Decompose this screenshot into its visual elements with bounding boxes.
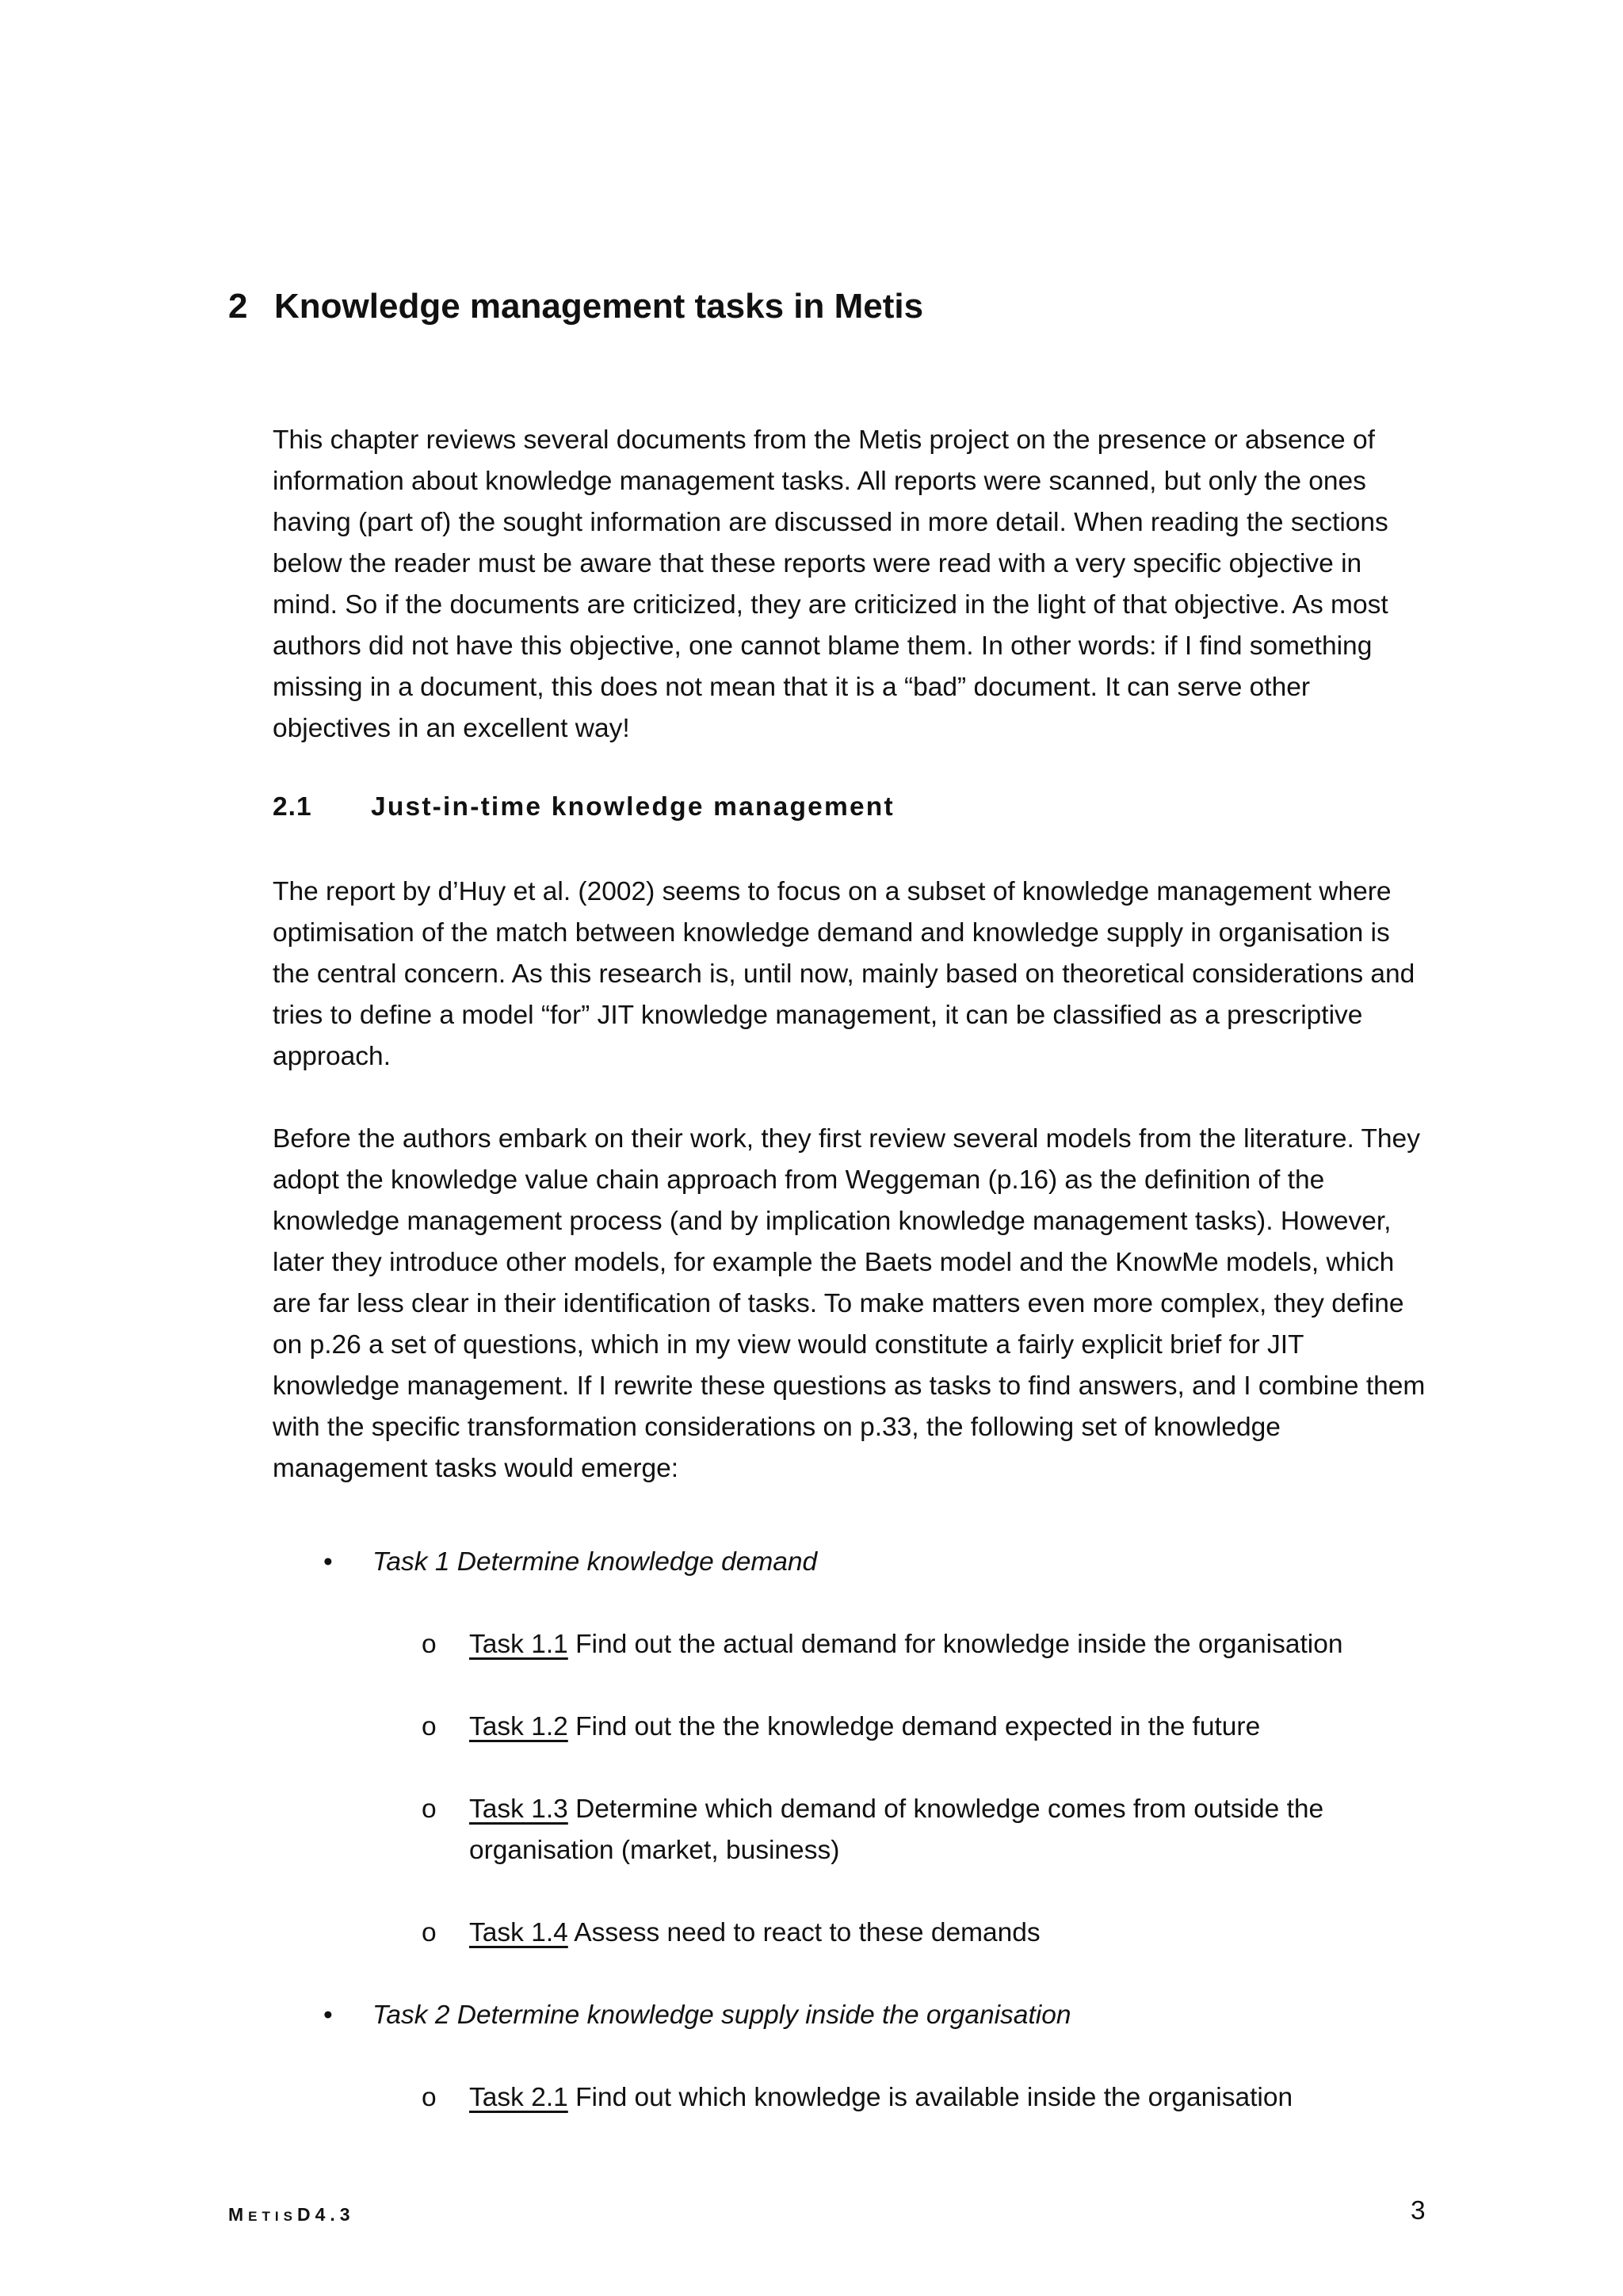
subtask-label: Task 1.1 <box>469 1630 568 1659</box>
subtask-label: Task 1.2 <box>469 1712 568 1741</box>
subtask-text: Determine which demand of knowledge comes from outside the organisation (market, business) <box>469 1794 1324 1865</box>
subtask-text: Assess need to react to these demands <box>567 1918 1041 1947</box>
task-title: Task 1 Determine knowledge demand <box>372 1547 818 1577</box>
chapter-title: Knowledge management tasks in Metis <box>274 287 924 326</box>
subtask-text: Find out the the knowledge demand expected in the future <box>567 1712 1261 1741</box>
intro-paragraph: This chapter reviews several documents from the Metis project on the presence or absence of information about knowledge management tasks. All reports were scanned, but only the ones having (part of) the sought information are discussed in more detail. When reading the sections below the reader must be aware that these reports were read with a very specific objective in mind. So if the documents are criticized, they are criticized in the light of that objective. As most authors did not have this objective, one cannot blame them. In other words: if I find something missing in a document, this does not mean that it is a “bad” document. It can serve other objectives in an excellent way! <box>273 425 1388 743</box>
sub-bullet-marker: o <box>422 1794 437 1824</box>
task-list-item <box>323 1542 817 1583</box>
sub-bullet-marker: o <box>422 1918 437 1947</box>
subtask-item <box>422 2077 1388 2119</box>
subtask-text: Find out which knowledge is available inside the organisation <box>567 2083 1293 2112</box>
subtask-label: Task 2.1 <box>469 2083 568 2112</box>
sub-bullet-marker: o <box>422 1712 437 1741</box>
subtask-item <box>422 1624 1388 1665</box>
sub-bullet-marker: o <box>422 2083 437 2112</box>
subtask-label: Task 1.4 <box>469 1918 568 1947</box>
chapter-number: 2 <box>228 287 248 326</box>
footer-doc-id <box>228 2204 355 2225</box>
section-number: 2.1 <box>273 792 312 822</box>
subtask-label: Task 1.3 <box>469 1794 568 1824</box>
task-list-item <box>323 1995 1071 2036</box>
subtask-item <box>422 1707 1388 1748</box>
footer-doc-m: M <box>228 2204 249 2225</box>
subtask-item <box>422 1789 1388 1871</box>
section-paragraph-2: Before the authors embark on their work, they first review several models from the literature. They adopt the knowledge value chain approach from Weggeman (p.16) as the definition of the knowledge management process (and by implication knowledge management tasks). However, later they introduce other models, for example the Baets model and the KnowMe models, which are far less clear in their identification of tasks. To make matters even more complex, they define on p.26 a set of questions, which in my view would constitute a fairly explicit brief for JIT knowledge management. If I rewrite these questions as tasks to find answers, and I combine them with the specific transformation considerations on p.33, the following set of knowledge management tasks would emerge: <box>273 1124 1426 1483</box>
sub-bullet-marker: o <box>422 1630 437 1659</box>
subtask-item <box>422 1913 1388 1954</box>
section-heading <box>273 792 895 822</box>
page-number: 3 <box>1411 2196 1426 2225</box>
task-title: Task 2 Determine knowledge supply inside the organisation <box>372 2000 1071 2030</box>
footer-doc-etis: ETIS <box>248 2209 297 2224</box>
bullet-marker: • <box>323 1547 333 1577</box>
footer-doc-rest: D4.3 <box>296 2204 355 2225</box>
chapter-heading <box>228 287 923 326</box>
bullet-marker: • <box>323 2000 333 2030</box>
section-paragraph-1: The report by d’Huy et al. (2002) seems to focus on a subset of knowledge management where optimisation of the match between knowledge demand and knowledge supply in organisation is the central concern. As this research is, until now, mainly based on theoretical considerations and tries to define a model “for” JIT knowledge management, it can be classified as a prescriptive approach. <box>273 877 1415 1071</box>
subtask-text: Find out the actual demand for knowledge inside the organisation <box>567 1630 1343 1659</box>
section-title: Just-in-time knowledge management <box>371 792 895 822</box>
